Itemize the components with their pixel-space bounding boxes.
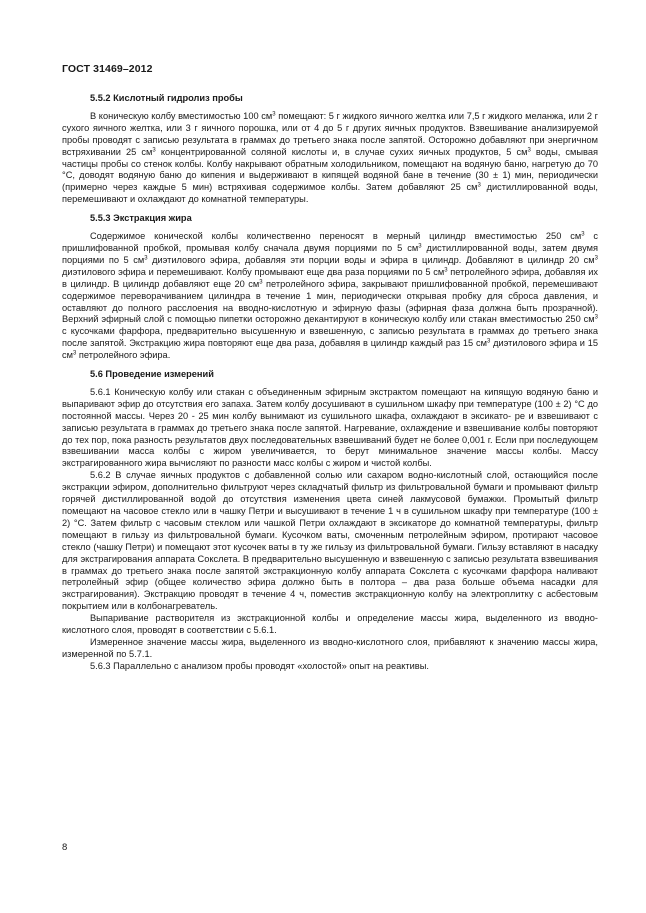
superscript: 3: [272, 111, 276, 118]
text-run: диэтилового эфира, добавляя эти порции воды и эфира в цилиндр. Добавляют в цилиндр 20 см: [147, 254, 595, 265]
superscript: 3: [581, 231, 585, 238]
text-run: диэтилового эфира и перемешивают. Колбу промывают еще два раза порциями по 5 см: [62, 266, 445, 277]
superscript: 3: [144, 255, 148, 262]
superscript: 3: [594, 314, 598, 321]
superscript: 3: [486, 338, 491, 345]
superscript: 3: [259, 279, 263, 286]
text-run: воды, смывая частицы пробы со стенок колбы. Колбу накрывают обратным холодильником, помещают на водяную баню, нагретую до 70 °С, доводят водяную баню до кипения и выдерживают в кипящей водяной бане в течение (30 ± 1) мин, периодически (примерно через каждые 5 мин) встряхивая содержимое колбы. Затем добавляют 25 см: [62, 146, 599, 193]
text-run: петролейного эфира, закрывают пришлифованной пробкой, перемешивают содержимое переворачиванием цилиндра в течение 1 мин, периодически открывая пробку для сброса давления, и оставляют до полного расслоения на вводно-кислотную и эфирную фазы (эфирная фаза должна быть прозрачной). Верхний эфирный слой с помощью пипетки осторожно декантируют в коническую колбу или стакан вместимостью 250 см: [62, 278, 598, 325]
paragraph-5-6-1: 5.6.1 Коническую колбу или стакан с объединенным эфирным экстрактом помещают на кипящую водяную баню и выпаривают эфир до отсутствия его запаха. Затем колбу досушивают в сушильном шкафу при температуре (100 ± 2) °С до постоянной массы. Через 20 - 25 мин колбу вынимают из сушильного шкафа, охлаждают в эксикато- ре и взвешивают с записью результата в граммах до третьего знака после запятой. Нагревание, охлаждение и взвешивание колбы повторяют до тех пор, пока разность результатов двух последовательных взвешиваний будет не более 0,001 г. Если при последующем взвешивании масса колбы с жиром увеличивается, то берут минимальное значение массы колбы. Массу экстрагированного жира вычисляют по разности масс колбы с жиром и чистой колбы.: [62, 386, 598, 469]
text-run: с кусочками фарфора, предварительно высушенную и взвешенную, с записью результата в граммах до третьего знака после запятой. Экстракцию жира повторяют еще два раза, добавляя в цилиндр каждый раз 15 см: [62, 326, 598, 349]
text-run: дистиллированной воды, затем двумя порциями по 5 см: [62, 242, 598, 265]
page-content: [62, 93, 598, 673]
text-run: Содержимое конической колбы количественно переносят в мерный цилиндр вместимостью 250 см: [90, 231, 582, 242]
text-run: помещают: 5 г жидкого яичного желтка или 7,5 г жидкого меланжа, или 2 г сухого яичного желтка, или 3 г яичного порошка, или от 4 до 5 г других яичных продуктов. Взвешивание анализируемой пробы проводят с записью результата в граммах до третьего знака после запятой. Осторожно добавляют при энергичном встряхивании 25 см: [62, 110, 598, 157]
superscript: 3: [594, 255, 598, 262]
text-run: концентрированной соляной кислоты и, в случае сухих яичных продуктов, 5 см: [155, 146, 528, 157]
superscript: 3: [477, 182, 481, 189]
superscript: 3: [152, 147, 156, 154]
text-run: петролейного эфира.: [76, 350, 171, 361]
text-run: В коническую колбу вместимостью 100 см: [90, 110, 273, 121]
section-title-fat-extraction: 5.5.3 Экстракция жира: [90, 213, 192, 224]
standard-header: ГОСТ 31469–2012: [62, 63, 153, 75]
paragraph-measured-value: Измеренное значение массы жира, выделенного из вводно-кислотного слоя, прибавляют к значению массы жира, измеренной по 5.7.1.: [62, 636, 598, 659]
paragraph-5-6-3: 5.6.3 Параллельно с анализом пробы проводят «холостой» опыт на реактивы.: [90, 660, 429, 671]
superscript: 3: [527, 147, 531, 154]
section-title-measurements: 5.6 Проведение измерений: [90, 369, 214, 380]
text-run: петролейного эфира, добавляя их в цилиндр. В цилиндр добавляют еще 20 см: [62, 266, 599, 289]
paragraph-acid-hydrolysis: [62, 111, 598, 206]
superscript: 3: [444, 267, 448, 274]
page-number: 8: [62, 842, 68, 853]
text-run: с пришлифованной пробкой, промывая колбу сначала двумя порциями по 5 см: [62, 231, 598, 253]
text-run: диэтилового эфира и 15 см: [62, 338, 599, 361]
paragraph-5-6-2: 5.6.2 В случае яичных продуктов с добавленной солью или сахаром водно-кислотный слой, остающийся после экстракции эфиром, дополнительно фильтруют через складчатый фильтр из фильтровальной бумаги и промывают фильтр горячей дистиллированной водой до отсутствия изменения цвета синей лакмусовой бумажки. Промытый фильтр помещают на часовое стекло или в чашку Петри и высушивают в течение 1 ч в сушильном шкафу при температуре (100 ± 2) °С. Затем фильтр с часовым стеклом или чашкой Петри охлаждают в эксикаторе до комнатной температуры, фильтр помещают в гильзу из фильтровальной бумаги. Кусочком ваты, смоченным петролейным эфиром, протирают часовое стекло (чашку Петри) и помещают этот кусочек ваты в ту же гильзу из фильтровальной бумаги. Гильзу вставляют в насадку для экстрагирования аппарата Сокслета. В предварительно высушенную и взвешенную с записью результата взвешивания в граммах до третьего знака после запятой экстракционную колбу аппарата Сокслета с кусочками фарфора наливают петролейный эфир (общее количество эфира должно быть в полтора – два раза больше объема насадки для экстрагирования). Экстракцию проводят в течение 4 ч, поместив экстракционную колбу на электроплитку с асбестовым покрытием или в колбонагреватель.: [62, 470, 598, 612]
section-title-acid-hydrolysis: 5.5.2 Кислотный гидролиз пробы: [90, 93, 243, 103]
paragraph-evaporation: Выпаривание растворителя из экстракционной колбы и определение массы жира, выделенного из вводно-кислотного слоя, проводят в соответствии с 5.6.1.: [62, 613, 598, 636]
paragraph-fat-extraction: [62, 231, 598, 362]
text-run: дистиллированной воды, перемешивают и охлаждают до комнатной температуры.: [62, 182, 598, 205]
superscript: 3: [418, 243, 422, 250]
superscript: 3: [72, 350, 77, 357]
